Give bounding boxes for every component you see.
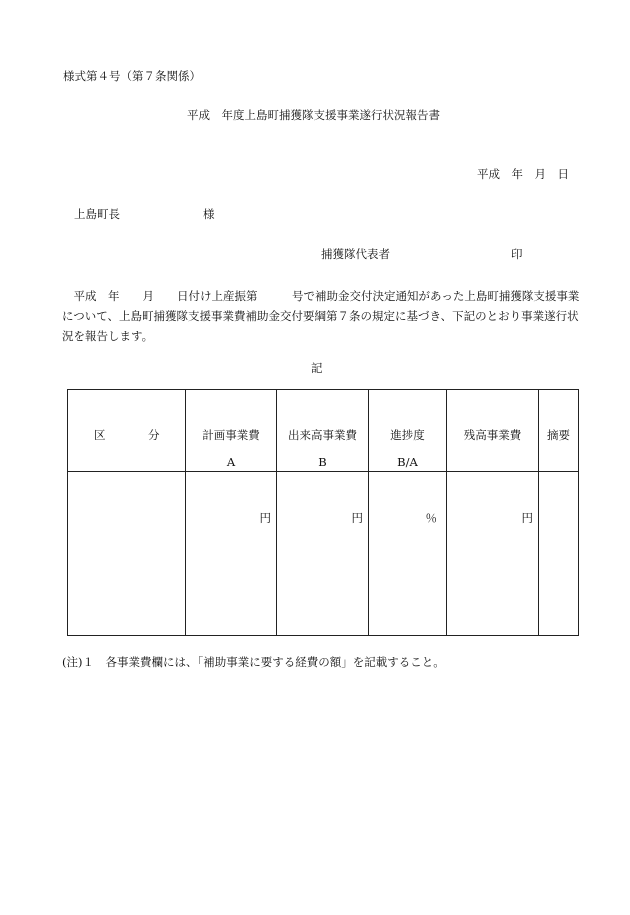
document-title: 平成 年度上島町捕獲隊支援事業遂行状況報告書 [187,108,440,122]
footnote: (注)１ 各事業費欄には、「補助事業に要する経費の額」を記載すること。 [62,655,445,669]
form-number: 様式第４号（第７条関係） [63,69,201,83]
cell-progress[interactable] [369,472,447,636]
representative-label: 捕獲隊代表者 [321,247,390,261]
cell-kubun[interactable] [68,472,186,636]
document-date: 平成 年 月 日 [477,167,569,181]
header-done-cost-label: 出来高事業費 [288,428,357,442]
header-progress-label: 進捗度 [390,428,425,442]
header-progress [369,390,447,472]
table-row [68,472,579,636]
seal-mark: 印 [511,247,523,261]
cell-remaining-cost[interactable] [447,472,539,636]
header-remaining-cost [447,390,539,472]
table-header-row [68,390,579,472]
unit-yen: 円 [259,511,271,525]
header-remarks-label: 摘要 [547,428,570,442]
progress-report-table [67,389,579,636]
header-remaining-cost-label: 残高事業費 [463,428,522,442]
header-kubun-left: 区 [94,428,106,442]
header-kubun [68,390,186,472]
header-plan-cost-sub: A [226,455,236,469]
header-done-cost-sub: B [318,455,327,469]
unit-percent: ％ [425,511,437,525]
header-plan-cost-label: 計画事業費 [202,428,260,442]
addressee: 上島町長 [74,207,120,221]
unit-yen: 円 [521,511,533,525]
header-remarks [539,390,579,472]
report-body-text: 平成 年 月 日付け上産振第 号で補助金交付決定通知があった上島町捕獲隊支援事業について、上島町捕獲隊支援事業費補助金交付要綱第７条の規定に基づき、下記のとおり事業遂行状況を報告します。 [62,289,580,343]
cell-plan-cost[interactable] [186,472,277,636]
ki-heading: 記 [311,361,323,375]
addressee-honorific: 様 [203,207,215,221]
unit-yen: 円 [351,511,363,525]
header-done-cost [277,390,369,472]
header-plan-cost [186,390,277,472]
header-kubun-right: 分 [148,428,160,442]
cell-done-cost[interactable] [277,472,369,636]
cell-remarks[interactable] [539,472,579,636]
header-progress-sub: B/A [397,455,418,469]
